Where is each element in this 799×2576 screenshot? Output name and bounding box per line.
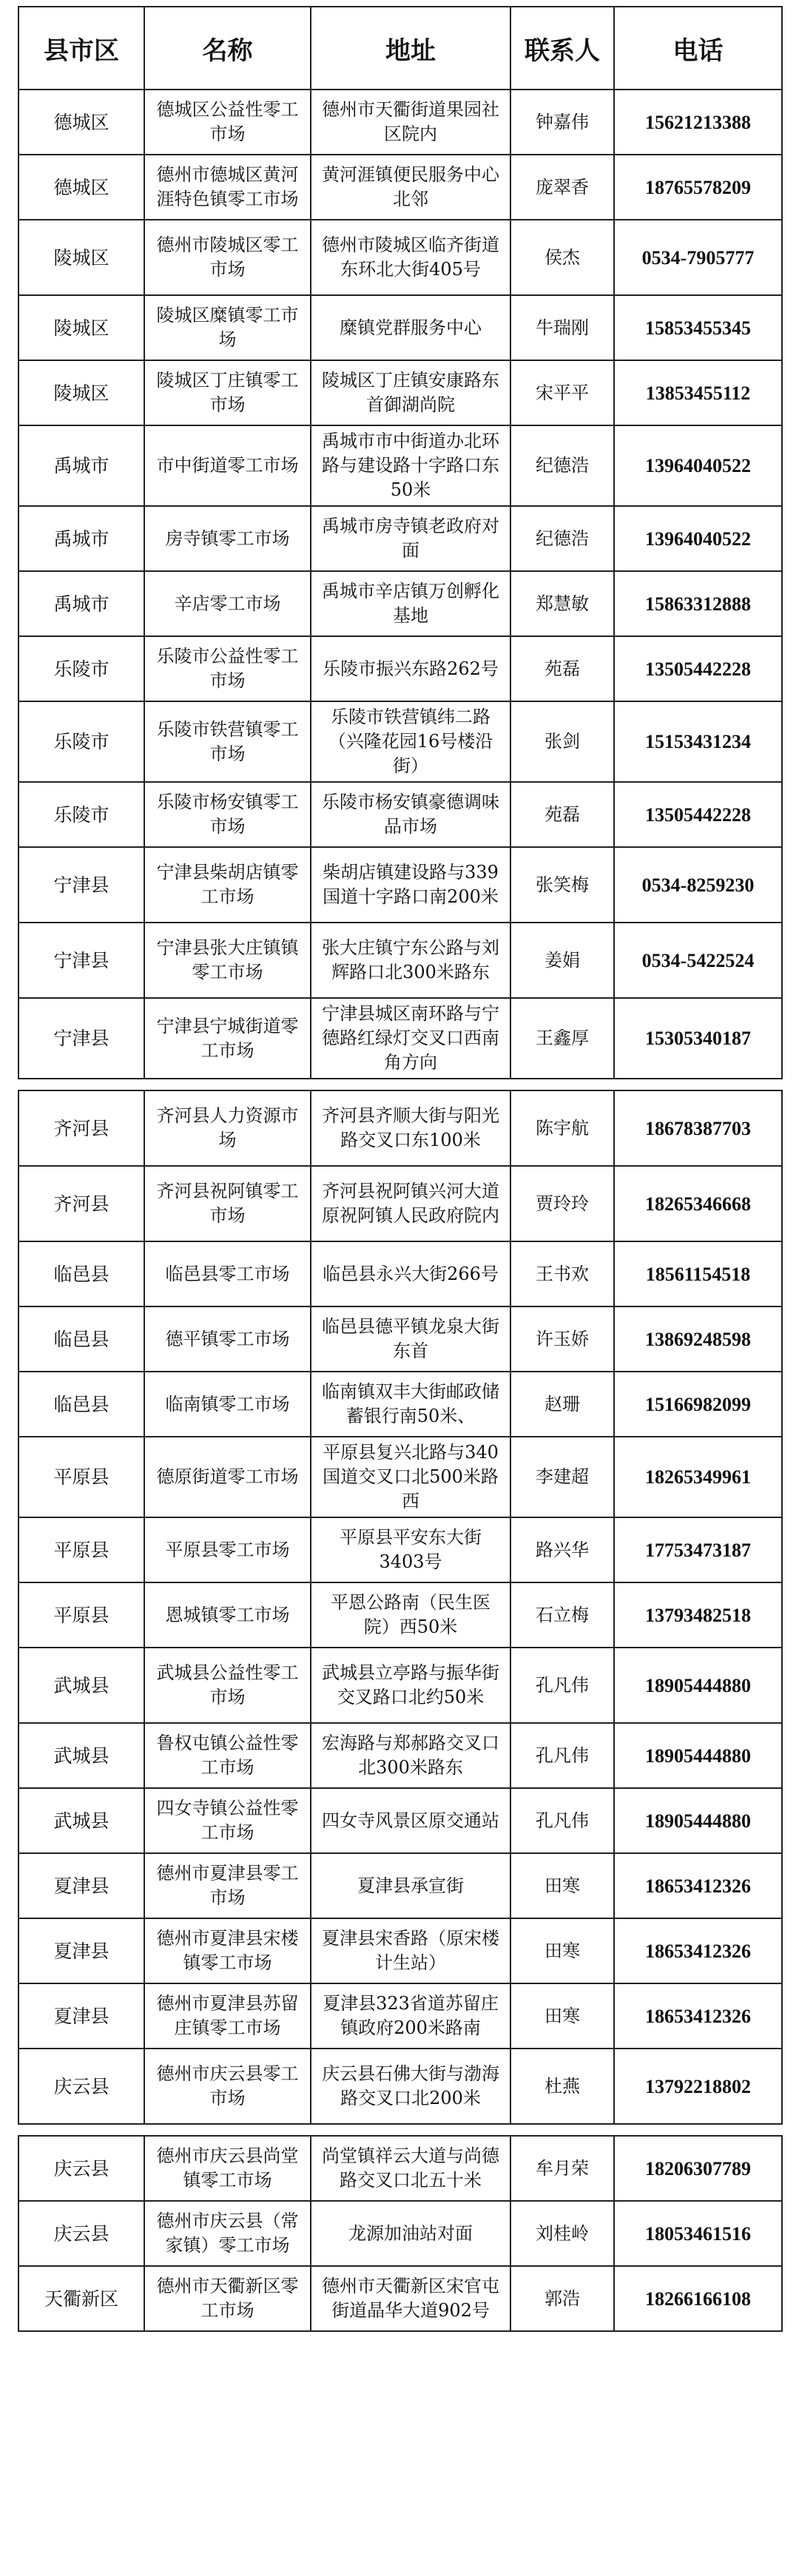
market-name-cell: 平原县零工市场: [144, 1517, 311, 1582]
phone-cell: 0534-5422524: [614, 923, 782, 998]
phone-cell: 15853455345: [614, 295, 782, 360]
table-row: [18, 2266, 782, 2331]
contact-person-cell: 刘桂岭: [510, 2201, 614, 2266]
county-cell: 宁津县: [18, 847, 144, 923]
address-cell: 齐河县齐顺大街与阳光路交叉口东100米: [311, 1090, 510, 1166]
address-cell: 德州市天衢街道果园社区院内: [311, 90, 510, 155]
address-cell: 乐陵市杨安镇豪德调味品市场: [311, 782, 510, 847]
address-cell: 乐陵市振兴东路262号: [311, 636, 510, 701]
phone-cell: 15863312888: [614, 571, 782, 636]
address-cell: 夏津县承宣街: [311, 1853, 510, 1918]
county-cell: 乐陵市: [18, 782, 144, 847]
market-name-cell: 德州市天衢新区零工市场: [144, 2266, 311, 2331]
phone-cell: 18905444880: [614, 1648, 782, 1723]
market-name-cell: 武城县公益性零工市场: [144, 1648, 311, 1723]
table-row: [18, 998, 782, 1079]
phone-cell: 18053461516: [614, 2201, 782, 2266]
market-name-cell: 德平镇零工市场: [144, 1306, 311, 1372]
table-row: [18, 923, 782, 998]
phone-cell: 13505442228: [614, 636, 782, 701]
phone-cell: 0534-8259230: [614, 847, 782, 923]
market-name-cell: 临南镇零工市场: [144, 1372, 311, 1437]
contact-person-cell: 杜燕: [510, 2049, 614, 2124]
table-row: [18, 1372, 782, 1437]
market-name-cell: 恩城镇零工市场: [144, 1582, 311, 1648]
table-row: [18, 1853, 782, 1918]
county-cell: 德城区: [18, 155, 144, 220]
column-header: 联系人: [510, 7, 614, 90]
table-row: [18, 1983, 782, 2049]
address-cell: 夏津县323省道苏留庄镇政府200米路南: [311, 1983, 510, 2049]
contact-person-cell: 路兴华: [510, 1517, 614, 1582]
county-cell: 禹城市: [18, 571, 144, 636]
table-section-1: [18, 6, 783, 1079]
address-cell: 柴胡店镇建设路与339国道十字路口南200米: [311, 847, 510, 923]
county-cell: 武城县: [18, 1788, 144, 1853]
phone-cell: 15153431234: [614, 701, 782, 782]
market-name-cell: 德州市夏津县零工市场: [144, 1853, 311, 1918]
address-cell: 禹城市市中街道办北环路与建设路十字路口东50米: [311, 425, 510, 506]
phone-cell: 18905444880: [614, 1723, 782, 1788]
address-cell: 黄河涯镇便民服务中心北邻: [311, 155, 510, 220]
address-cell: 四女寺风景区原交通站: [311, 1788, 510, 1853]
county-cell: 武城县: [18, 1648, 144, 1723]
county-cell: 武城县: [18, 1723, 144, 1788]
contact-person-cell: 田寒: [510, 1918, 614, 1983]
market-name-cell: 德州市陵城区零工市场: [144, 220, 311, 295]
contact-person-cell: 庞翠香: [510, 155, 614, 220]
phone-cell: 18561154518: [614, 1241, 782, 1306]
table-row: [18, 1437, 782, 1517]
market-name-cell: 德州市德城区黄河涯特色镇零工市场: [144, 155, 311, 220]
contact-person-cell: 牛瑞刚: [510, 295, 614, 360]
market-name-cell: 德州市庆云县零工市场: [144, 2049, 311, 2124]
market-name-cell: 德州市庆云县尚堂镇零工市场: [144, 2136, 311, 2201]
contact-person-cell: 王鑫厚: [510, 998, 614, 1079]
page-break-gap: [18, 2125, 781, 2135]
contact-person-cell: 孔凡伟: [510, 1648, 614, 1723]
county-cell: 平原县: [18, 1517, 144, 1582]
table-row: [18, 1788, 782, 1853]
market-name-cell: 宁津县张大庄镇镇零工市场: [144, 923, 311, 998]
address-cell: 平原县平安东大街3403号: [311, 1517, 510, 1582]
address-cell: 德州市陵城区临齐街道东环北大街405号: [311, 220, 510, 295]
market-name-cell: 乐陵市公益性零工市场: [144, 636, 311, 701]
address-cell: 张大庄镇宁东公路与刘辉路口北300米路东: [311, 923, 510, 998]
column-header: 电话: [614, 7, 782, 90]
county-cell: 临邑县: [18, 1306, 144, 1372]
market-name-cell: 德原街道零工市场: [144, 1437, 311, 1517]
market-name-cell: 德州市庆云县（常家镇）零工市场: [144, 2201, 311, 2266]
contact-person-cell: 牟月荣: [510, 2136, 614, 2201]
table-row: [18, 155, 782, 220]
address-cell: 平原县复兴北路与340国道交叉口北500米路西: [311, 1437, 510, 1517]
table-row: [18, 1723, 782, 1788]
phone-cell: 15621213388: [614, 90, 782, 155]
column-header: 地址: [311, 7, 510, 90]
phone-cell: 18653412326: [614, 1983, 782, 2049]
market-name-cell: 市中街道零工市场: [144, 425, 311, 506]
county-cell: 临邑县: [18, 1241, 144, 1306]
contact-person-cell: 陈宇航: [510, 1090, 614, 1166]
header-row: [18, 7, 782, 90]
table-row: [18, 506, 782, 571]
address-cell: 临邑县德平镇龙泉大街东首: [311, 1306, 510, 1372]
county-cell: 禹城市: [18, 506, 144, 571]
contact-person-cell: 李建超: [510, 1437, 614, 1517]
table-row: [18, 2201, 782, 2266]
county-cell: 禹城市: [18, 425, 144, 506]
phone-cell: 17753473187: [614, 1517, 782, 1582]
phone-cell: 13505442228: [614, 782, 782, 847]
market-name-cell: 陵城区糜镇零工市场: [144, 295, 311, 360]
address-cell: 平恩公路南（民生医院）西50米: [311, 1582, 510, 1648]
table-row: [18, 2136, 782, 2201]
market-name-cell: 乐陵市杨安镇零工市场: [144, 782, 311, 847]
table-row: [18, 1241, 782, 1306]
county-cell: 平原县: [18, 1582, 144, 1648]
address-cell: 尚堂镇祥云大道与尚德路交叉口北五十米: [311, 2136, 510, 2201]
contact-person-cell: 孔凡伟: [510, 1788, 614, 1853]
contact-person-cell: 宋平平: [510, 360, 614, 425]
county-cell: 乐陵市: [18, 636, 144, 701]
contact-person-cell: 张笑梅: [510, 847, 614, 923]
market-name-cell: 房寺镇零工市场: [144, 506, 311, 571]
phone-cell: 18765578209: [614, 155, 782, 220]
address-cell: 临南镇双丰大街邮政储蓄银行南50米、: [311, 1372, 510, 1437]
contact-person-cell: 钟嘉伟: [510, 90, 614, 155]
contact-person-cell: 侯杰: [510, 220, 614, 295]
county-cell: 平原县: [18, 1437, 144, 1517]
table-row: [18, 1918, 782, 1983]
address-cell: 德州市天衢新区宋官屯街道晶华大道902号: [311, 2266, 510, 2331]
phone-cell: 13869248598: [614, 1306, 782, 1372]
address-cell: 龙源加油站对面: [311, 2201, 510, 2266]
table-row: [18, 1582, 782, 1648]
phone-cell: 18905444880: [614, 1788, 782, 1853]
address-cell: 禹城市房寺镇老政府对面: [311, 506, 510, 571]
contact-person-cell: 田寒: [510, 1983, 614, 2049]
contact-person-cell: 田寒: [510, 1853, 614, 1918]
county-cell: 乐陵市: [18, 701, 144, 782]
county-cell: 天衢新区: [18, 2266, 144, 2331]
table-row: [18, 1090, 782, 1166]
county-cell: 陵城区: [18, 295, 144, 360]
table-row: [18, 1517, 782, 1582]
address-cell: 宁津县城区南环路与宁德路红绿灯交叉口西南角方向: [311, 998, 510, 1079]
county-cell: 宁津县: [18, 923, 144, 998]
market-name-cell: 宁津县柴胡店镇零工市场: [144, 847, 311, 923]
table-row: [18, 847, 782, 923]
phone-cell: 18653412326: [614, 1853, 782, 1918]
county-cell: 德城区: [18, 90, 144, 155]
contact-person-cell: 纪德浩: [510, 425, 614, 506]
contact-person-cell: 赵珊: [510, 1372, 614, 1437]
column-header: 县市区: [18, 7, 144, 90]
table-row: [18, 220, 782, 295]
phone-cell: 18653412326: [614, 1918, 782, 1983]
phone-cell: 13964040522: [614, 506, 782, 571]
table-row: [18, 425, 782, 506]
county-cell: 齐河县: [18, 1166, 144, 1241]
recruitment-table: [18, 6, 781, 2570]
phone-cell: 15166982099: [614, 1372, 782, 1437]
address-cell: 糜镇党群服务中心: [311, 295, 510, 360]
address-cell: 庆云县石佛大街与渤海路交叉口北200米: [311, 2049, 510, 2124]
table-row: [18, 701, 782, 782]
table-row: [18, 1306, 782, 1372]
county-cell: 临邑县: [18, 1372, 144, 1437]
phone-cell: 18206307789: [614, 2136, 782, 2201]
table-row: [18, 1166, 782, 1241]
contact-person-cell: 贾玲玲: [510, 1166, 614, 1241]
phone-cell: 13792218802: [614, 2049, 782, 2124]
market-name-cell: 宁津县宁城街道零工市场: [144, 998, 311, 1079]
county-cell: 夏津县: [18, 1918, 144, 1983]
county-cell: 陵城区: [18, 220, 144, 295]
phone-cell: 13853455112: [614, 360, 782, 425]
phone-cell: 0534-7905777: [614, 220, 782, 295]
phone-cell: 18265349961: [614, 1437, 782, 1517]
table-row: [18, 636, 782, 701]
phone-cell: 13964040522: [614, 425, 782, 506]
contact-person-cell: 许玉娇: [510, 1306, 614, 1372]
contact-person-cell: 郑慧敏: [510, 571, 614, 636]
page-break-gap: [18, 1079, 781, 1090]
table-section-2: [18, 1090, 783, 2125]
address-cell: 宏海路与郑郝路交叉口北300米路东: [311, 1723, 510, 1788]
contact-person-cell: 苑磊: [510, 636, 614, 701]
market-name-cell: 齐河县祝阿镇零工市场: [144, 1166, 311, 1241]
address-cell: 陵城区丁庄镇安康路东首御湖尚院: [311, 360, 510, 425]
county-cell: 夏津县: [18, 1853, 144, 1918]
phone-cell: 18266166108: [614, 2266, 782, 2331]
table-section-3: [18, 2135, 783, 2332]
phone-cell: 18265346668: [614, 1166, 782, 1241]
table-row: [18, 1648, 782, 1723]
table-row: [18, 2049, 782, 2124]
contact-person-cell: 纪德浩: [510, 506, 614, 571]
address-cell: 禹城市辛店镇万创孵化基地: [311, 571, 510, 636]
county-cell: 庆云县: [18, 2201, 144, 2266]
contact-person-cell: 姜娟: [510, 923, 614, 998]
market-name-cell: 德州市夏津县苏留庄镇零工市场: [144, 1983, 311, 2049]
market-name-cell: 德城区公益性零工市场: [144, 90, 311, 155]
county-cell: 齐河县: [18, 1090, 144, 1166]
market-name-cell: 临邑县零工市场: [144, 1241, 311, 1306]
phone-cell: 18678387703: [614, 1090, 782, 1166]
market-name-cell: 乐陵市铁营镇零工市场: [144, 701, 311, 782]
address-cell: 乐陵市铁营镇纬二路（兴隆花园16号楼沿街）: [311, 701, 510, 782]
county-cell: 陵城区: [18, 360, 144, 425]
county-cell: 庆云县: [18, 2136, 144, 2201]
market-name-cell: 陵城区丁庄镇零工市场: [144, 360, 311, 425]
address-cell: 夏津县宋香路（原宋楼计生站）: [311, 1918, 510, 1983]
market-name-cell: 四女寺镇公益性零工市场: [144, 1788, 311, 1853]
contact-person-cell: 孔凡伟: [510, 1723, 614, 1788]
address-cell: 武城县立亭路与振华街交叉路口北约50米: [311, 1648, 510, 1723]
county-cell: 宁津县: [18, 998, 144, 1079]
market-name-cell: 辛店零工市场: [144, 571, 311, 636]
contact-person-cell: 王书欢: [510, 1241, 614, 1306]
table-row: [18, 90, 782, 155]
address-cell: 齐河县祝阿镇兴河大道原祝阿镇人民政府院内: [311, 1166, 510, 1241]
county-cell: 夏津县: [18, 1983, 144, 2049]
contact-person-cell: 苑磊: [510, 782, 614, 847]
contact-person-cell: 石立梅: [510, 1582, 614, 1648]
phone-cell: 15305340187: [614, 998, 782, 1079]
table-row: [18, 295, 782, 360]
phone-cell: 13793482518: [614, 1582, 782, 1648]
contact-person-cell: 郭浩: [510, 2266, 614, 2331]
table-row: [18, 360, 782, 425]
market-name-cell: 齐河县人力资源市场: [144, 1090, 311, 1166]
address-cell: 临邑县永兴大街266号: [311, 1241, 510, 1306]
column-header: 名称: [144, 7, 311, 90]
market-name-cell: 德州市夏津县宋楼镇零工市场: [144, 1918, 311, 1983]
table-row: [18, 571, 782, 636]
contact-person-cell: 张剑: [510, 701, 614, 782]
market-name-cell: 鲁权屯镇公益性零工市场: [144, 1723, 311, 1788]
table-row: [18, 782, 782, 847]
county-cell: 庆云县: [18, 2049, 144, 2124]
